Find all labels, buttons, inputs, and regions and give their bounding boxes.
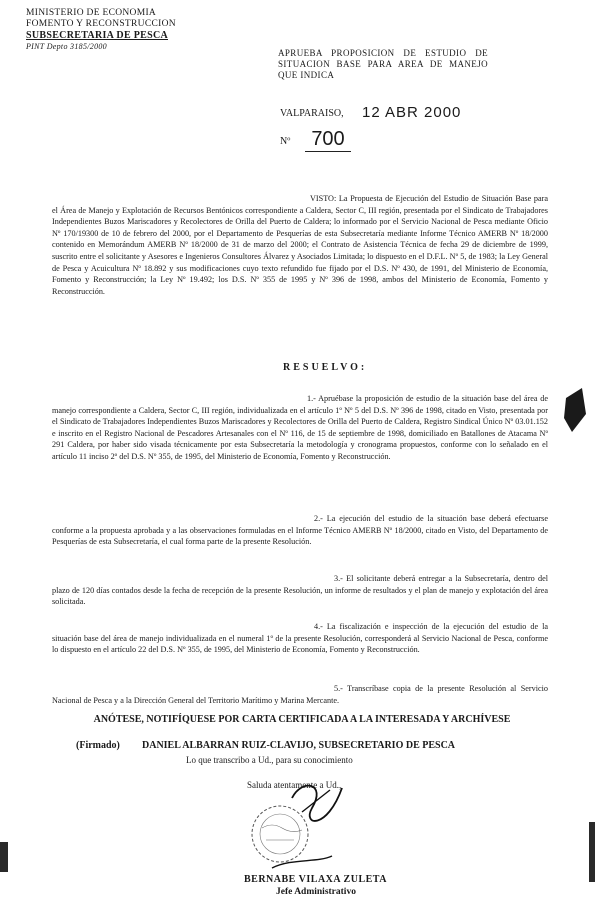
- resolution-number: 700: [305, 128, 351, 152]
- greeting: Saluda atentamente a Ud.,: [247, 780, 342, 790]
- signature-and-seal-icon: [232, 768, 352, 888]
- resolution-item-3: 3.- El solicitante deberá entregar a la Subsecretaría, dentro del plazo de 120 días contados desde la fecha de recepción de la presente Resolución, un informe de resultados y el plan de manejo y explotación del área solicitada.: [52, 574, 548, 607]
- official-title: Jefe Administrativo: [276, 887, 356, 897]
- letterhead-ministry: MINISTERIO DE ECONOMIA: [26, 8, 157, 18]
- official-name: BERNABE VILAXA ZULETA: [244, 874, 387, 885]
- place-label: VALPARAISO,: [280, 108, 344, 119]
- letterhead-subsecretaria: SUBSECRETARIA DE PESCA: [26, 30, 169, 41]
- number-label: Nº: [280, 136, 291, 147]
- signatory-line: DANIEL ALBARRAN RUIZ-CLAVIJO, SUBSECRETARIO DE PESCA: [142, 740, 456, 751]
- resolution-item-2: 2.- La ejecución del estudio de la situación base deberá efectuarse conforme a la propuesta aprobada y a las observaciones formuladas en el Informe Técnico AMERB Nº 18/2000, citado en Visto, del Departamento de Pesquerías de esta Subsecretaría, el cual forma parte de la presente Resolución.: [52, 514, 548, 547]
- date-stamp: 12 ABR 2000: [362, 104, 462, 121]
- visto-paragraph: VISTO: La Propuesta de Ejecución del Estudio de Situación Base para el Área de Manejo y Explotación de Recursos Bentónicos correspondiente a Caldera, Sector C, III región, presentada por el Sindicato de Trabajadores Independientes Buzos Mariscadores y Recolectores de Orilla del Puerto de Caldera; lo informado por el Servicio Nacional de Pesca mediante Oficio Nº 170/19300 de 10 de febrero del 2000, por el Departamento de Pesquerías de esta Subsecretaría mediante Informe Técnico AMERB Nº 18/2000 contenido en Memorándum AMERB Nº 18/2000 de 31 de marzo del 2000; el Contrato de Asistencia Técnica de fecha 29 de diciembre de 1999, suscrito entre el solicitante y Asesores e Ingenieros Consultores Álvarez y Asociados Limitada; lo dispuesto en el D.F.L. Nº 5, de 1983; la Ley General de Pesca y Acuicultura Nº 18.892 y sus modificaciones cuyo texto refundido fue fijado por el D.S. Nº 430, de 1991, del Ministerio de Economía, Fomento y Reconstrucción; la Ley Nº 19.492; los D.S. Nº 355 de 1995 y Nº 396 de 1998, ambos del Ministerio de Economía, Fomento y Reconstrucción.: [52, 194, 548, 296]
- scan-speck-icon: [560, 384, 590, 444]
- resolution-item-1: 1.- Apruébase la proposición de estudio de la situación base del área de manejo correspondiente a Caldera, Sector C, III región, individualizada en el artículo 1º Nº 5 del D.S. Nº 396 de 1998, citado en Visto, presentada por el Sindicato de Trabajadores Independientes Buzos Mariscadores y Recolectores de Orilla del Puerto de Caldera, Registro Sindical Único Nº 03.01.152 e inscrito en el Registro Nacional de Pescadores Artesanales con el Nº 116, de 15 de septiembre de 1998, domiciliado en Batallones de Atacama Nº 291 Caldera, por haber sido visada técnicamente por esta Subsecretaría la metodología y cronograma propuestos, conforme con lo señalado en el artículo 11 inciso 2º del D.S. Nº 355, de 1995, del Ministerio de Economía, Fomento y Reconstrucción.: [52, 394, 548, 461]
- transcription-note: Lo que transcribo a Ud., para su conocimiento: [186, 755, 353, 765]
- scan-edge-mark-icon: [586, 822, 598, 882]
- letterhead-reference: PINT Depto 3185/2000: [26, 42, 107, 51]
- signed-label: (Firmado): [76, 740, 120, 751]
- scan-corner-mark-icon: [0, 842, 14, 872]
- resolution-subject: APRUEBA PROPOSICION DE ESTUDIO DE SITUACION BASE PARA AREA DE MANEJO QUE INDICA: [278, 48, 488, 80]
- closing-formula: ANÓTESE, NOTIFÍQUESE POR CARTA CERTIFICADA A LA INTERESADA Y ARCHÍVESE: [93, 714, 511, 725]
- resolution-item-5: 5.- Transcríbase copia de la presente Resolución al Servicio Nacional de Pesca y a la Dirección General del Territorio Marítimo y Marina Mercante.: [52, 684, 548, 705]
- resolution-item-4: 4.- La fiscalización e inspección de la ejecución del estudio de la situación base del área de manejo individualizada en el numeral 1º de la presente Resolución, corresponderá al Servicio Nacional de Pesca, conforme lo dispuesto en el artículo 22 del D.S. Nº 355, de 1995, del Ministerio de Economía, Fomento y Reconstrucción.: [52, 622, 548, 655]
- letterhead: [26, 8, 256, 52]
- letterhead-department: FOMENTO Y RECONSTRUCCION: [26, 19, 176, 29]
- resuelvo-heading: RESUELVO:: [283, 362, 368, 373]
